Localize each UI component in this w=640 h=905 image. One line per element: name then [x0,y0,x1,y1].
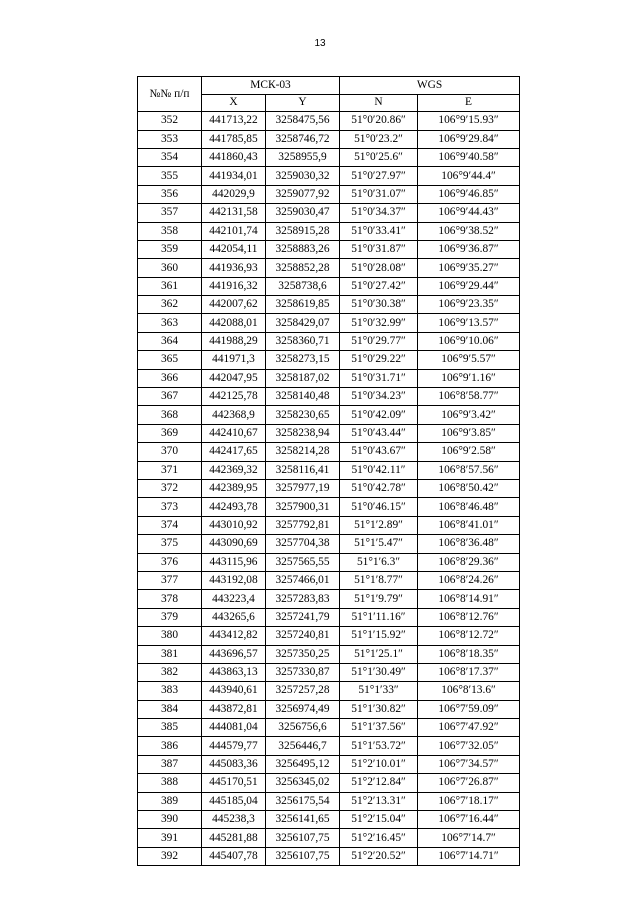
cell-point-number: 380 [138,627,202,645]
cell-point-number: 357 [138,204,202,222]
header-y: Y [266,94,340,112]
cell-x: 441785,85 [202,130,266,148]
cell-x: 442101,74 [202,222,266,240]
cell-n: 51°0′33.41″ [340,222,418,240]
cell-y: 3257466,01 [266,571,340,589]
cell-e: 106°8′41.01″ [418,516,520,534]
cell-point-number: 363 [138,314,202,332]
cell-point-number: 392 [138,847,202,865]
cell-point-number: 370 [138,443,202,461]
cell-n: 51°2′20.52″ [340,847,418,865]
cell-y: 3258273,15 [266,351,340,369]
cell-n: 51°0′20.86″ [340,112,418,130]
cell-point-number: 372 [138,480,202,498]
cell-point-number: 381 [138,645,202,663]
cell-n: 51°0′29.22″ [340,351,418,369]
cell-y: 3258746,72 [266,130,340,148]
cell-y: 3257792,81 [266,516,340,534]
cell-x: 445407,78 [202,847,266,865]
cell-y: 3258230,65 [266,406,340,424]
cell-e: 106°9′29.44″ [418,277,520,295]
table-row [138,553,520,571]
cell-y: 3258883,26 [266,240,340,258]
cell-e: 106°8′13.6″ [418,682,520,700]
cell-x: 442493,78 [202,498,266,516]
cell-n: 51°2′12.84″ [340,774,418,792]
cell-point-number: 379 [138,608,202,626]
cell-e: 106°7′59.09″ [418,700,520,718]
cell-n: 51°2′13.31″ [340,792,418,810]
cell-point-number: 366 [138,369,202,387]
cell-point-number: 375 [138,535,202,553]
table-row [138,498,520,516]
cell-n: 51°1′15.92″ [340,627,418,645]
table-row [138,719,520,737]
cell-e: 106°8′17.37″ [418,663,520,681]
cell-n: 51°0′34.37″ [340,204,418,222]
cell-y: 3257240,81 [266,627,340,645]
header-wgs: WGS [340,77,520,95]
cell-x: 441988,29 [202,332,266,350]
cell-point-number: 354 [138,148,202,166]
cell-e: 106°9′29.84″ [418,130,520,148]
table-row [138,424,520,442]
cell-point-number: 378 [138,590,202,608]
cell-e: 106°8′12.76″ [418,608,520,626]
table-body [138,112,520,866]
cell-point-number: 362 [138,296,202,314]
table-row [138,406,520,424]
cell-point-number: 388 [138,774,202,792]
table-row [138,369,520,387]
cell-x: 442410,67 [202,424,266,442]
cell-x: 442389,95 [202,480,266,498]
table-row [138,443,520,461]
cell-x: 443696,57 [202,645,266,663]
cell-x: 445083,36 [202,755,266,773]
cell-point-number: 371 [138,461,202,479]
cell-n: 51°1′30.49″ [340,663,418,681]
cell-point-number: 373 [138,498,202,516]
cell-e: 106°9′10.06″ [418,332,520,350]
cell-x: 441936,93 [202,259,266,277]
cell-y: 3256756,6 [266,719,340,737]
cell-x: 443265,6 [202,608,266,626]
table-row [138,480,520,498]
cell-x: 445281,88 [202,829,266,847]
cell-e: 106°7′18.17″ [418,792,520,810]
cell-y: 3256446,7 [266,737,340,755]
table-row [138,204,520,222]
table-row [138,829,520,847]
cell-n: 51°0′42.78″ [340,480,418,498]
cell-y: 3258915,28 [266,222,340,240]
cell-y: 3258619,85 [266,296,340,314]
cell-n: 51°0′31.07″ [340,185,418,203]
table-row [138,645,520,663]
cell-point-number: 365 [138,351,202,369]
table-row [138,351,520,369]
table-row [138,608,520,626]
table-row [138,388,520,406]
cell-x: 442029,9 [202,185,266,203]
cell-y: 3257283,83 [266,590,340,608]
cell-y: 3258738,6 [266,277,340,295]
cell-n: 51°1′2.89″ [340,516,418,534]
cell-n: 51°0′31.71″ [340,369,418,387]
header-n: N [340,94,418,112]
table-row [138,516,520,534]
cell-y: 3257704,38 [266,535,340,553]
cell-y: 3256345,02 [266,774,340,792]
table-row [138,461,520,479]
cell-n: 51°1′9.79″ [340,590,418,608]
cell-point-number: 374 [138,516,202,534]
cell-y: 3258214,28 [266,443,340,461]
cell-n: 51°2′16.45″ [340,829,418,847]
table-row [138,663,520,681]
cell-y: 3256495,12 [266,755,340,773]
cell-n: 51°2′10.01″ [340,755,418,773]
cell-n: 51°0′42.11″ [340,461,418,479]
cell-n: 51°1′37.56″ [340,719,418,737]
cell-point-number: 360 [138,259,202,277]
cell-x: 444579,77 [202,737,266,755]
cell-point-number: 390 [138,811,202,829]
cell-e: 106°9′23.35″ [418,296,520,314]
table-row [138,847,520,865]
cell-x: 443412,82 [202,627,266,645]
table-row [138,332,520,350]
cell-x: 442125,78 [202,388,266,406]
cell-y: 3257565,55 [266,553,340,571]
cell-n: 51°0′30.38″ [340,296,418,314]
cell-point-number: 361 [138,277,202,295]
cell-n: 51°1′8.77″ [340,571,418,589]
cell-e: 106°9′5.57″ [418,351,520,369]
table-row [138,571,520,589]
cell-e: 106°7′47.92″ [418,719,520,737]
cell-x: 441860,43 [202,148,266,166]
cell-e: 106°9′1.16″ [418,369,520,387]
cell-e: 106°8′18.35″ [418,645,520,663]
header-x: X [202,94,266,112]
cell-x: 442007,62 [202,296,266,314]
cell-n: 51°1′6.3″ [340,553,418,571]
cell-n: 51°2′15.04″ [340,811,418,829]
cell-y: 3258140,48 [266,388,340,406]
table-row [138,130,520,148]
cell-e: 106°8′50.42″ [418,480,520,498]
table-row [138,535,520,553]
cell-n: 51°0′27.42″ [340,277,418,295]
table-row [138,167,520,185]
table-header [138,77,520,112]
cell-point-number: 352 [138,112,202,130]
cell-x: 443090,69 [202,535,266,553]
cell-point-number: 384 [138,700,202,718]
header-row-groups [138,77,520,95]
page-number: 13 [314,38,326,49]
cell-y: 3259030,32 [266,167,340,185]
table-row [138,590,520,608]
cell-e: 106°9′3.42″ [418,406,520,424]
cell-y: 3258360,71 [266,332,340,350]
cell-point-number: 367 [138,388,202,406]
cell-e: 106°7′14.7″ [418,829,520,847]
cell-x: 441934,01 [202,167,266,185]
cell-n: 51°1′11.16″ [340,608,418,626]
cell-y: 3258429,07 [266,314,340,332]
cell-point-number: 364 [138,332,202,350]
cell-n: 51°0′42.09″ [340,406,418,424]
table-row [138,682,520,700]
cell-y: 3259077,92 [266,185,340,203]
table-row [138,185,520,203]
cell-e: 106°9′13.57″ [418,314,520,332]
cell-y: 3257350,25 [266,645,340,663]
cell-e: 106°9′46.85″ [418,185,520,203]
table-row [138,774,520,792]
cell-point-number: 368 [138,406,202,424]
cell-point-number: 356 [138,185,202,203]
cell-n: 51°1′53.72″ [340,737,418,755]
cell-x: 442417,65 [202,443,266,461]
cell-y: 3256141,65 [266,811,340,829]
table-row [138,296,520,314]
cell-e: 106°7′32.05″ [418,737,520,755]
cell-x: 442369,32 [202,461,266,479]
cell-y: 3257900,31 [266,498,340,516]
cell-e: 106°7′14.71″ [418,847,520,865]
table-row [138,112,520,130]
cell-point-number: 382 [138,663,202,681]
cell-n: 51°0′32.99″ [340,314,418,332]
cell-x: 445185,04 [202,792,266,810]
cell-y: 3257330,87 [266,663,340,681]
cell-x: 445170,51 [202,774,266,792]
cell-y: 3258238,94 [266,424,340,442]
table-row [138,240,520,258]
cell-point-number: 389 [138,792,202,810]
cell-point-number: 376 [138,553,202,571]
table-row [138,811,520,829]
cell-y: 3256974,49 [266,700,340,718]
table-row [138,148,520,166]
coordinates-table [137,76,520,866]
cell-e: 106°9′44.43″ [418,204,520,222]
table-row [138,792,520,810]
cell-point-number: 377 [138,571,202,589]
table-row [138,700,520,718]
cell-point-number: 359 [138,240,202,258]
cell-e: 106°7′26.87″ [418,774,520,792]
cell-y: 3257241,79 [266,608,340,626]
table-row [138,277,520,295]
cell-x: 441916,32 [202,277,266,295]
cell-point-number: 391 [138,829,202,847]
cell-point-number: 353 [138,130,202,148]
cell-e: 106°9′40.58″ [418,148,520,166]
cell-x: 443863,13 [202,663,266,681]
cell-x: 441713,22 [202,112,266,130]
cell-n: 51°0′46.15″ [340,498,418,516]
table-row [138,737,520,755]
cell-e: 106°9′44.4″ [418,167,520,185]
cell-n: 51°1′33″ [340,682,418,700]
header-msk-03: МСК-03 [202,77,340,95]
cell-x: 445238,3 [202,811,266,829]
cell-n: 51°0′23.2″ [340,130,418,148]
cell-e: 106°8′12.72″ [418,627,520,645]
cell-e: 106°8′24.26″ [418,571,520,589]
cell-e: 106°8′58.77″ [418,388,520,406]
cell-x: 443940,61 [202,682,266,700]
cell-n: 51°1′30.82″ [340,700,418,718]
cell-e: 106°7′16.44″ [418,811,520,829]
cell-e: 106°9′36.87″ [418,240,520,258]
cell-x: 442088,01 [202,314,266,332]
cell-e: 106°9′2.58″ [418,443,520,461]
cell-e: 106°9′38.52″ [418,222,520,240]
cell-point-number: 369 [138,424,202,442]
header-point-number: №№ п/п [138,77,202,112]
cell-e: 106°8′46.48″ [418,498,520,516]
cell-n: 51°0′29.77″ [340,332,418,350]
cell-point-number: 358 [138,222,202,240]
cell-e: 106°8′14.91″ [418,590,520,608]
cell-n: 51°0′34.23″ [340,388,418,406]
table-row [138,259,520,277]
cell-x: 444081,04 [202,719,266,737]
cell-n: 51°0′25.6″ [340,148,418,166]
table-row [138,314,520,332]
cell-point-number: 386 [138,737,202,755]
cell-point-number: 383 [138,682,202,700]
cell-y: 3258955,9 [266,148,340,166]
cell-y: 3256107,75 [266,829,340,847]
cell-e: 106°7′34.57″ [418,755,520,773]
cell-x: 442054,11 [202,240,266,258]
cell-y: 3258116,41 [266,461,340,479]
cell-n: 51°1′25.1″ [340,645,418,663]
table-row [138,627,520,645]
cell-y: 3258852,28 [266,259,340,277]
cell-e: 106°8′29.36″ [418,553,520,571]
cell-x: 443872,81 [202,700,266,718]
cell-y: 3256175,54 [266,792,340,810]
cell-n: 51°0′27.97″ [340,167,418,185]
cell-x: 442368,9 [202,406,266,424]
cell-e: 106°9′3.85″ [418,424,520,442]
table-row [138,222,520,240]
table-row [138,755,520,773]
cell-y: 3258475,56 [266,112,340,130]
cell-n: 51°0′43.67″ [340,443,418,461]
cell-point-number: 387 [138,755,202,773]
cell-y: 3258187,02 [266,369,340,387]
cell-point-number: 355 [138,167,202,185]
cell-e: 106°9′35.27″ [418,259,520,277]
cell-point-number: 385 [138,719,202,737]
cell-x: 443010,92 [202,516,266,534]
cell-y: 3257257,28 [266,682,340,700]
cell-x: 443223,4 [202,590,266,608]
cell-x: 442047,95 [202,369,266,387]
cell-n: 51°0′28.08″ [340,259,418,277]
cell-x: 441971,3 [202,351,266,369]
header-e: E [418,94,520,112]
cell-e: 106°9′15.93″ [418,112,520,130]
cell-x: 443115,96 [202,553,266,571]
cell-x: 442131,58 [202,204,266,222]
cell-y: 3259030,47 [266,204,340,222]
cell-n: 51°1′5.47″ [340,535,418,553]
cell-n: 51°0′43.44″ [340,424,418,442]
cell-x: 443192,08 [202,571,266,589]
cell-e: 106°8′57.56″ [418,461,520,479]
cell-n: 51°0′31.87″ [340,240,418,258]
cell-e: 106°8′36.48″ [418,535,520,553]
cell-y: 3257977,19 [266,480,340,498]
cell-y: 3256107,75 [266,847,340,865]
